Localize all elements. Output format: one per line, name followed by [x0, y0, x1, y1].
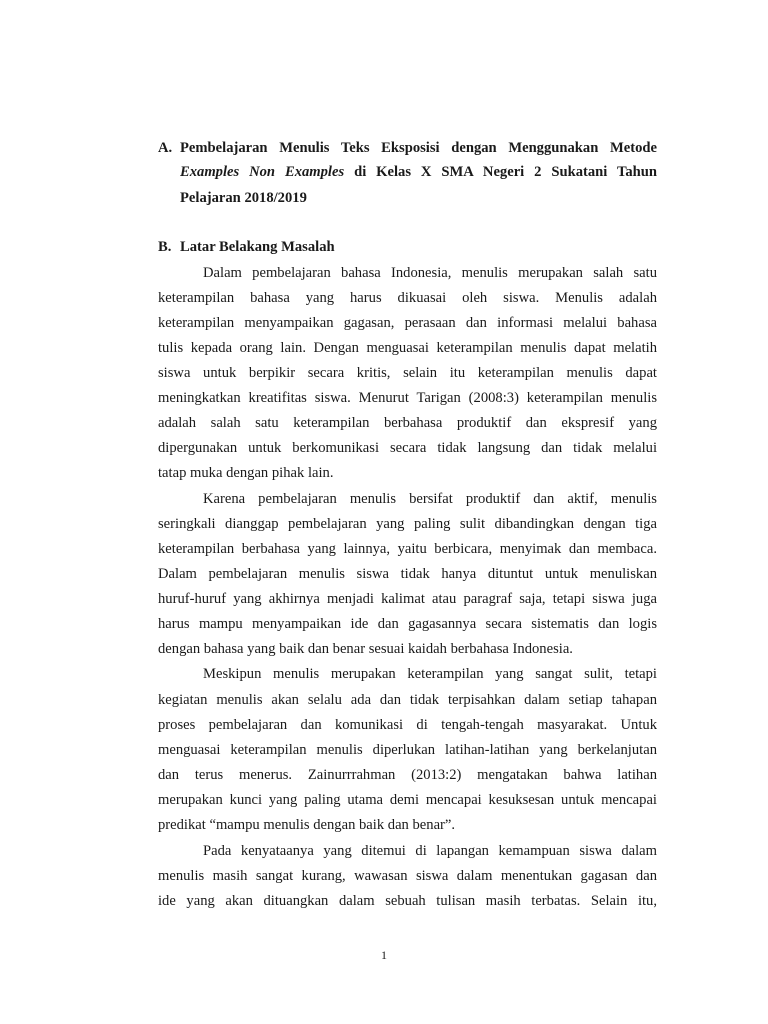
- body-line: kegiatan menulis akan selalu ada dan tidak terpisahkan dalam setiap tahapan: [158, 692, 657, 708]
- body-line: dan terus menerus. Zainurrrahman (2013:2) mengatakan bahwa latihan: [158, 767, 657, 783]
- body-line: Pada kenyataanya yang ditemui di lapangan kemampuan siswa dalam: [203, 843, 657, 859]
- body-line: Meskipun menulis merupakan keterampilan yang sangat sulit, tetapi: [203, 666, 657, 682]
- body-line: keterampilan menyampaikan gagasan, perasaan dan informasi melalui bahasa: [158, 315, 657, 331]
- body-line: menulis masih sangat kurang, wawasan siswa dalam menentukan gagasan dan: [158, 868, 657, 884]
- body-line: Dalam pembelajaran menulis siswa tidak hanya dituntut untuk menuliskan: [158, 566, 657, 582]
- body-line: tatap muka dengan pihak lain.: [158, 465, 334, 481]
- body-line: keterampilan bahasa yang harus dikuasai oleh siswa. Menulis adalah: [158, 290, 657, 306]
- section-a-marker: A.: [158, 140, 173, 156]
- section-a-title-line-3: Pelajaran 2018/2019: [180, 190, 307, 206]
- body-line: predikat “mampu menulis dengan baik dan benar”.: [158, 817, 456, 833]
- body-line: dipergunakan untuk berkomunikasi secara tidak langsung dan tidak melalui: [158, 440, 657, 456]
- body-line: siswa untuk berpikir secara kritis, selain itu keterampilan menulis dapat: [158, 365, 657, 381]
- body-line: keterampilan berbahasa yang lainnya, yaitu berbicara, menyimak dan membaca.: [158, 541, 657, 557]
- body-line: menguasai keterampilan menulis diperlukan latihan-latihan yang berkelanjutan: [158, 742, 657, 758]
- body-line: Karena pembelajaran menulis bersifat produktif dan aktif, menulis: [203, 491, 657, 507]
- body-line: seringkali dianggap pembelajaran yang paling sulit dibandingkan dengan tiga: [158, 516, 657, 532]
- body-line: dengan bahasa yang baik dan benar sesuai kaidah berbahasa Indonesia.: [158, 641, 573, 657]
- body-line: huruf-huruf yang akhirnya menjadi kalimat atau paragraf saja, tetapi siswa juga: [158, 591, 657, 607]
- section-a-title-line-2: [180, 163, 657, 181]
- section-a-title-line-2-text: di Kelas X SMA Negeri 2 Sukatani Tahun: [354, 164, 657, 180]
- section-b-title: Latar Belakang Masalah: [180, 239, 335, 255]
- body-line: ide yang akan dituangkan dalam sebuah tulisan masih terbatas. Selain itu,: [158, 893, 657, 909]
- body-line: harus mampu menyampaikan ide dan gagasannya secara sistematis dan logis: [158, 616, 657, 632]
- body-line: merupakan kunci yang paling utama demi mencapai kesuksesan untuk mencapai: [158, 792, 657, 808]
- body-line: adalah salah satu keterampilan berbahasa produktif dan ekspresif yang: [158, 415, 657, 431]
- body-line: Dalam pembelajaran bahasa Indonesia, menulis merupakan salah satu: [203, 265, 657, 281]
- body-line: proses pembelajaran dan komunikasi di tengah-tengah masyarakat. Untuk: [158, 717, 657, 733]
- body-line: meningkatkan kreatifitas siswa. Menurut Tarigan (2008:3) keterampilan menulis: [158, 390, 657, 406]
- body-line: tulis kepada orang lain. Dengan menguasai keterampilan menulis dapat melatih: [158, 340, 657, 356]
- page-number: 1: [381, 948, 387, 962]
- section-b-marker: B.: [158, 239, 172, 255]
- section-a-title-line-1: Pembelajaran Menulis Teks Eksposisi dengan Menggunakan Metode: [180, 140, 657, 156]
- section-a-italic-phrase: Examples Non Examples: [180, 164, 345, 180]
